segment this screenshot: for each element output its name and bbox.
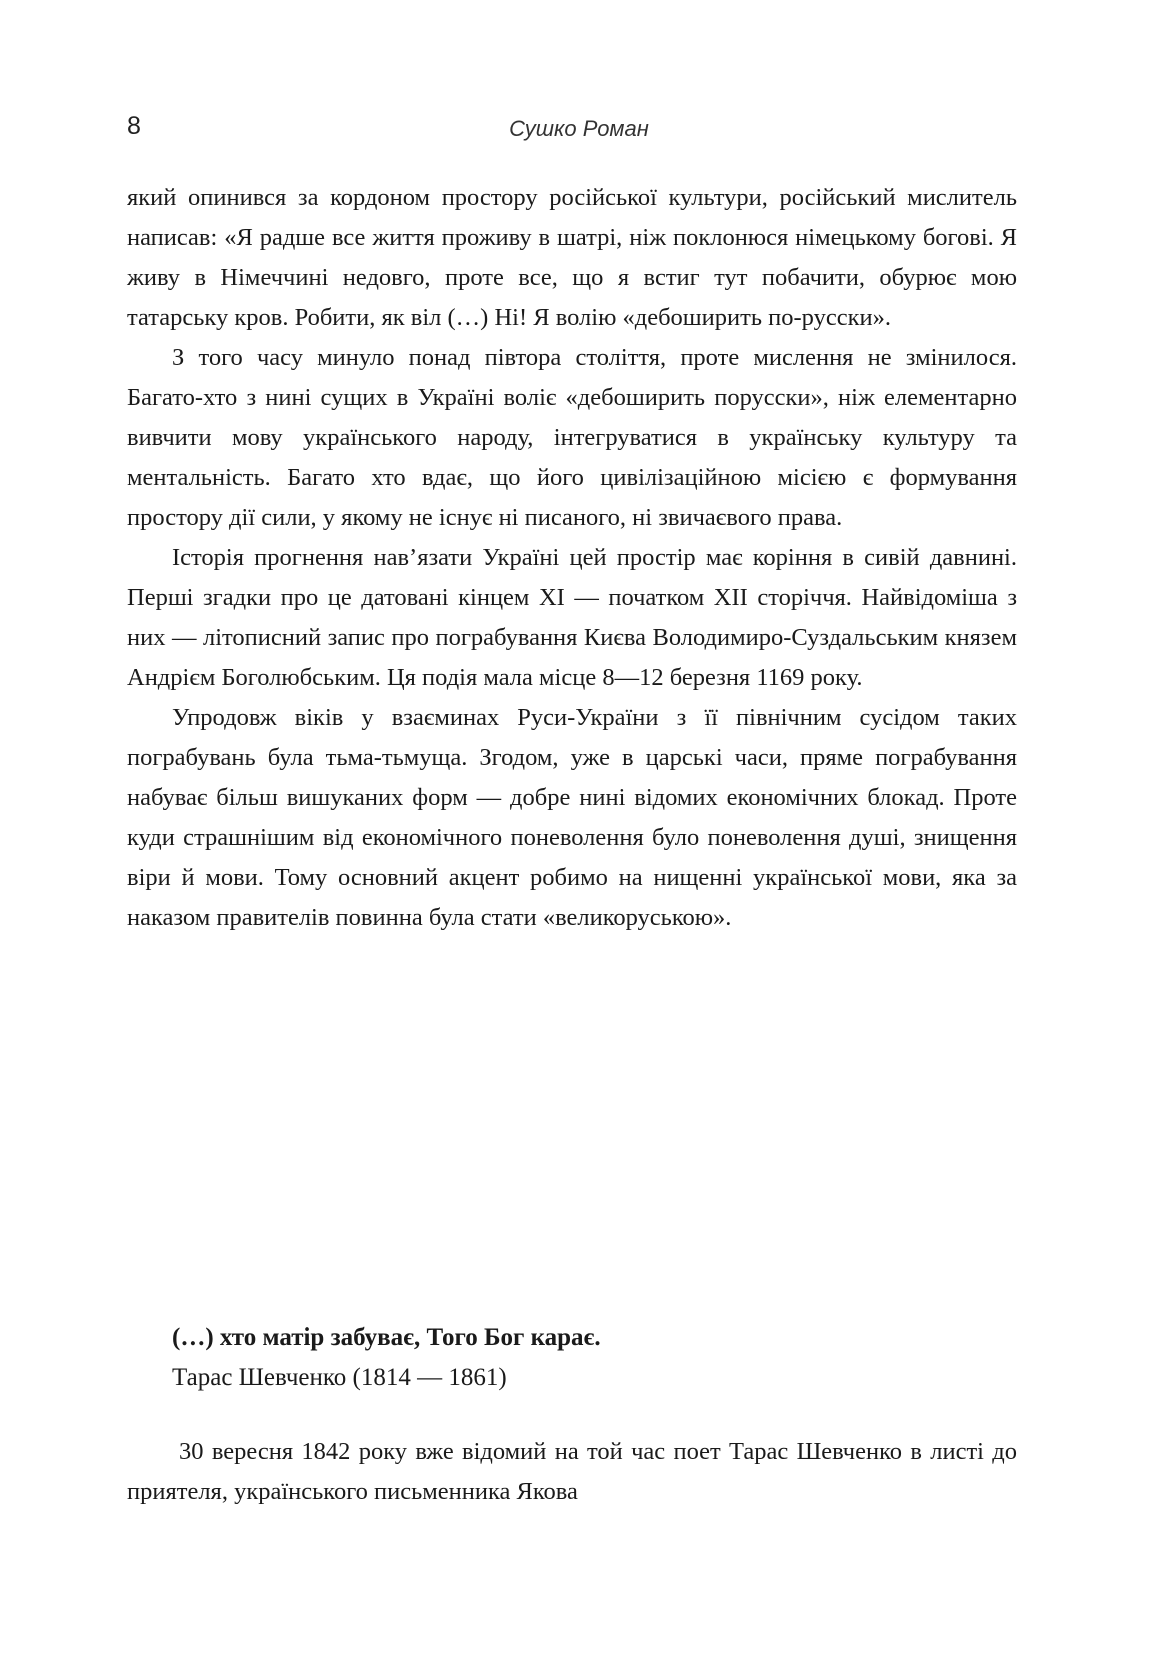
epigraph-quote: (…) хто матір забуває, Того Бог карає. (172, 1324, 601, 1351)
paragraph: 30 вересня 1842 року вже відомий на той час поет Тарас Шевченко в листі до приятеля, українського письменника Якова (127, 1438, 1017, 1505)
epigraph (172, 1318, 1012, 1398)
final-text (127, 1432, 1017, 1512)
page-number: 8 (127, 112, 141, 140)
paragraph: Упродовж віків у взаєминах Руси-України з її північним сусідом таких пограбувань була тьма-тьмуща. Згодом, уже в царські часи, пряме пограбування набуває більш вишуканих форм — добре нині відомих економічних блокад. Проте куди страшнішим від економічного поневолення було поневолення душі, знищення віри й мови. Тому основний акцент робимо на нищенні української мови, яка за наказом правителів повинна була стати «великоруською». (127, 704, 1017, 931)
paragraph: З того часу минуло понад півтора століття, проте мислення не змінилося. Багато-хто з нині сущих в Україні воліє «дебоширить порусски», ніж елементарно вивчити мову українського народу, інтегруватися в українську культуру та ментальність. Багато хто вдає, що його цивілізаційною місією є формування простору дії сили, у якому не існує ні писаного, ні звичаєвого права. (127, 344, 1017, 531)
running-head: Сушко Роман (509, 116, 649, 141)
paragraph: який опинився за кордоном простору російської культури, російський мислитель написав: «Я радше все життя проживу в шатрі, ніж поклонюся німецькому богові. Я живу в Німеччині недовго, проте все, що я встиг тут побачити, обурює мою татарську кров. Робити, як віл (…) Ні! Я волію «дебоширить по-русски». (127, 184, 1017, 331)
epigraph-attribution: Тарас Шевченко (1814 — 1861) (172, 1364, 507, 1391)
paragraph: Історія прогнення нав’язати Україні цей простір має коріння в сивій давнині. Перші згадки про це датовані кінцем XI — початком XII сторіччя. Найвідоміша з них — літописний запис про пограбування Києва Володимиро-Суздальським князем Андрієм Боголюбським. Ця подія мала місце 8—12 березня 1169 року. (127, 544, 1017, 691)
body-text (127, 178, 1017, 938)
